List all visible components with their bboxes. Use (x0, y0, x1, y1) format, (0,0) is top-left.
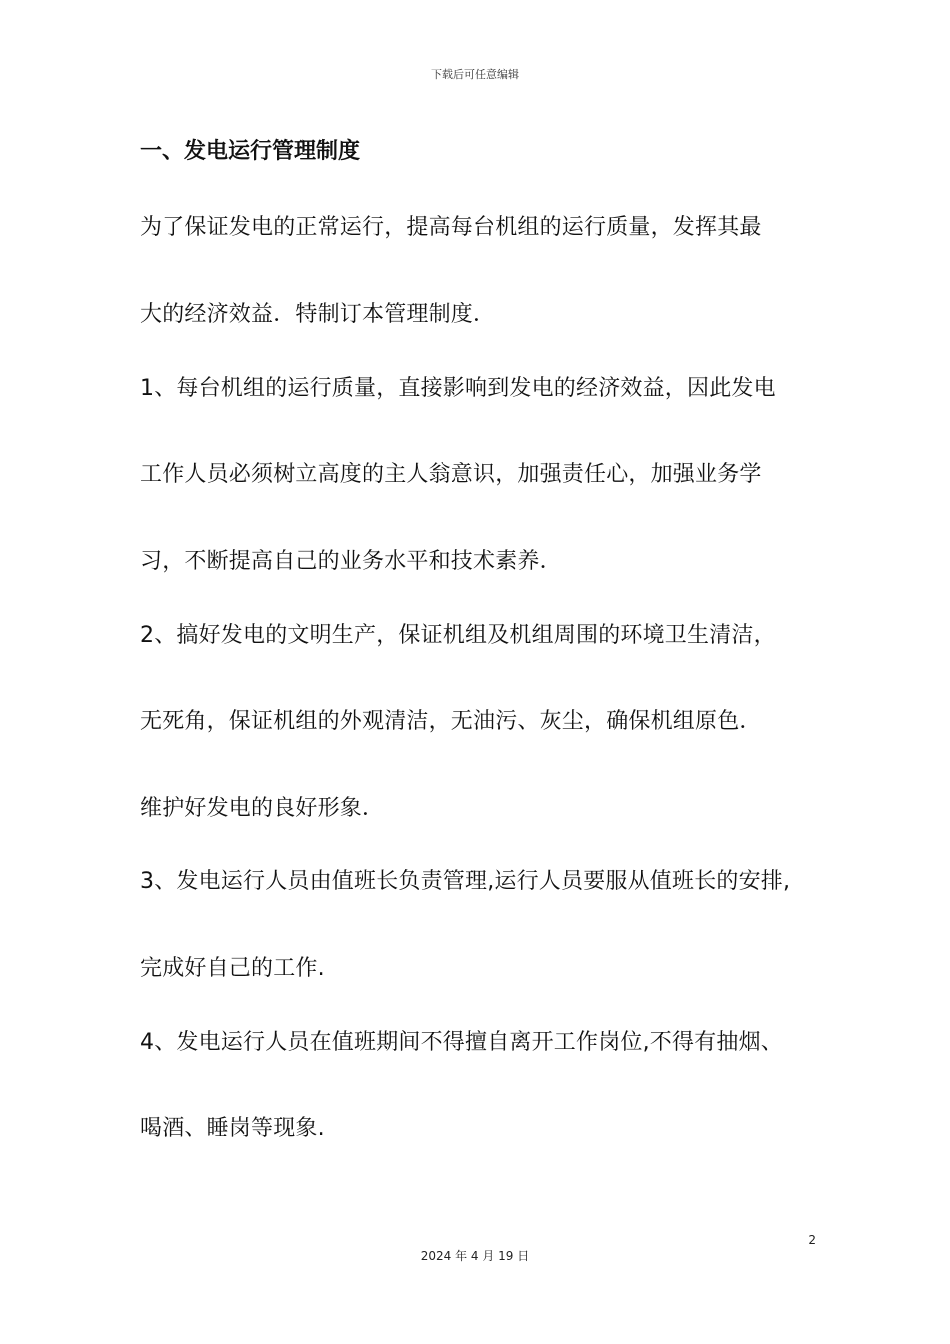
body-line-6: 2、搞好发电的文明生产，保证机组及机组周围的环境卫生清洁， (140, 623, 776, 648)
body-line-2: 大的经济效益．特制订本管理制度． (140, 302, 496, 327)
body-line-4: 工作人员必须树立高度的主人翁意识，加强责任心，加强业务学 (140, 462, 762, 487)
body-line-10: 完成好自己的工作. (140, 956, 325, 981)
body-line-11: 4、发电运行人员在值班期间不得擅自离开工作岗位,不得有抽烟、 (140, 1030, 783, 1055)
body-line-12: 喝酒、睡岗等现象. (140, 1116, 325, 1141)
body-line-8: 维护好发电的良好形象． (140, 796, 385, 821)
body-line-3: 1、每台机组的运行质量，直接影响到发电的经济效益，因此发电 (140, 376, 776, 401)
body-line-9: 3、发电运行人员由值班长负责管理,运行人员要服从值班长的安排, (140, 869, 791, 894)
page-number: 2 (808, 1233, 816, 1247)
body-line-5: 习，不断提高自己的业务水平和技术素养． (140, 549, 562, 574)
body-line-1: 为了保证发电的正常运行，提高每台机组的运行质量，发挥其最 (140, 215, 762, 240)
document-title: 一、发电运行管理制度 (140, 139, 361, 164)
page-footer-date: 2024 年 4 月 19 日 (420, 1249, 530, 1263)
page-header-note: 下载后可任意编辑 (431, 68, 519, 81)
body-line-7: 无死角，保证机组的外观清洁，无油污、灰尘，确保机组原色． (140, 709, 762, 734)
